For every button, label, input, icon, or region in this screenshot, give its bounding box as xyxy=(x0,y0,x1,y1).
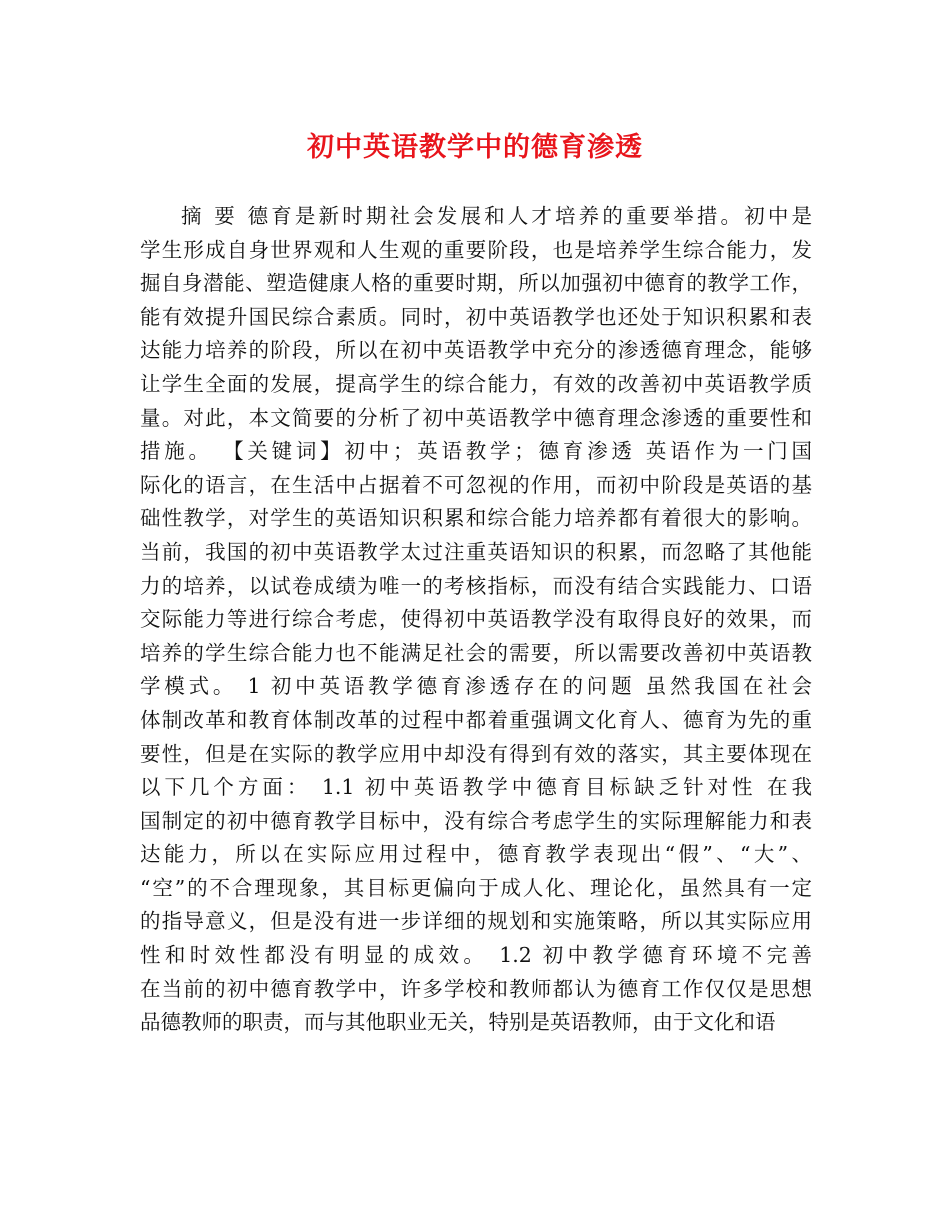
body-line-11: 当前，我国的初中英语教学太过注重英语知识的积累，而忽略了其他能 xyxy=(140,539,812,564)
body-line-12: 力的培养，以试卷成绩为唯一的考核指标，而没有结合实践能力、口语 xyxy=(140,573,812,598)
body-line-5: 达能力培养的阶段，所以在初中英语教学中充分的渗透德育理念，能够 xyxy=(140,338,812,363)
body-line-10: 础性教学，对学生的英语知识积累和综合能力培养都有着很大的影响。 xyxy=(140,506,812,531)
body-line-7: 量。对此，本文简要的分析了初中英语教学中德育理念渗透的重要性和 xyxy=(140,405,812,430)
body-line-13: 交际能力等进行综合考虑，使得初中英语教学没有取得良好的效果，而 xyxy=(140,607,812,632)
body-line-6: 让学生全面的发展，提高学生的综合能力，有效的改善初中英语教学质 xyxy=(140,371,812,396)
body-line-2: 学生形成自身世界观和人生观的重要阶段，也是培养学生综合能力，发 xyxy=(140,237,812,262)
body-line-16: 体制改革和教育体制改革的过程中都着重强调文化育人、德育为先的重 xyxy=(140,707,812,732)
body-line-14: 培养的学生综合能力也不能满足社会的需要，所以需要改善初中英语教 xyxy=(140,640,812,665)
body-line-9: 际化的语言，在生活中占据着不可忽视的作用，而初中阶段是英语的基 xyxy=(140,472,812,497)
body-line-25: 品德教师的职责，而与其他职业无关，特别是英语教师，由于文化和语 xyxy=(140,1010,776,1035)
body-line-4: 能有效提升国民综合素质。同时，初中英语教学也还处于知识积累和表 xyxy=(140,304,812,329)
body-line-19: 国制定的初中德育教学目标中，没有综合考虑学生的实际理解能力和表 xyxy=(140,808,812,833)
body-line-1: 摘 要 德育是新时期社会发展和人才培养的重要举措。初中是 xyxy=(181,204,812,228)
body-line-22: 的指导意义，但是没有进一步详细的规划和实施策略，所以其实际应用 xyxy=(140,909,812,934)
body-line-21: “空”的不合理现象，其目标更偏向于成人化、理论化，虽然具有一定 xyxy=(140,875,812,900)
body-line-20: 达能力，所以在实际应用过程中，德育教学表现出“假”、“大”、 xyxy=(140,842,812,867)
body-line-17: 要性，但是在实际的教学应用中却没有得到有效的落实，其主要体现在 xyxy=(140,741,812,766)
body-line-3: 掘自身潜能、塑造健康人格的重要时期，所以加强初中德育的教学工作， xyxy=(140,271,812,296)
body-line-18: 以下几个方面： 1.1 初中英语教学中德育目标缺乏针对性 在我 xyxy=(140,775,812,800)
body-line-15: 学模式。 1 初中英语教学德育渗透存在的问题 虽然我国在社会 xyxy=(140,674,812,699)
document-title: 初中英语教学中的德育渗透 xyxy=(307,132,643,163)
body-line-23: 性和时效性都没有明显的成效。 1.2 初中教学德育环境不完善 xyxy=(140,943,812,968)
body-line-8: 措施。 【关键词】初中；英语教学；德育渗透 英语作为一门国 xyxy=(140,439,812,464)
body-line-24: 在当前的初中德育教学中，许多学校和教师都认为德育工作仅仅是思想 xyxy=(140,976,812,1001)
document-body xyxy=(140,200,812,1040)
